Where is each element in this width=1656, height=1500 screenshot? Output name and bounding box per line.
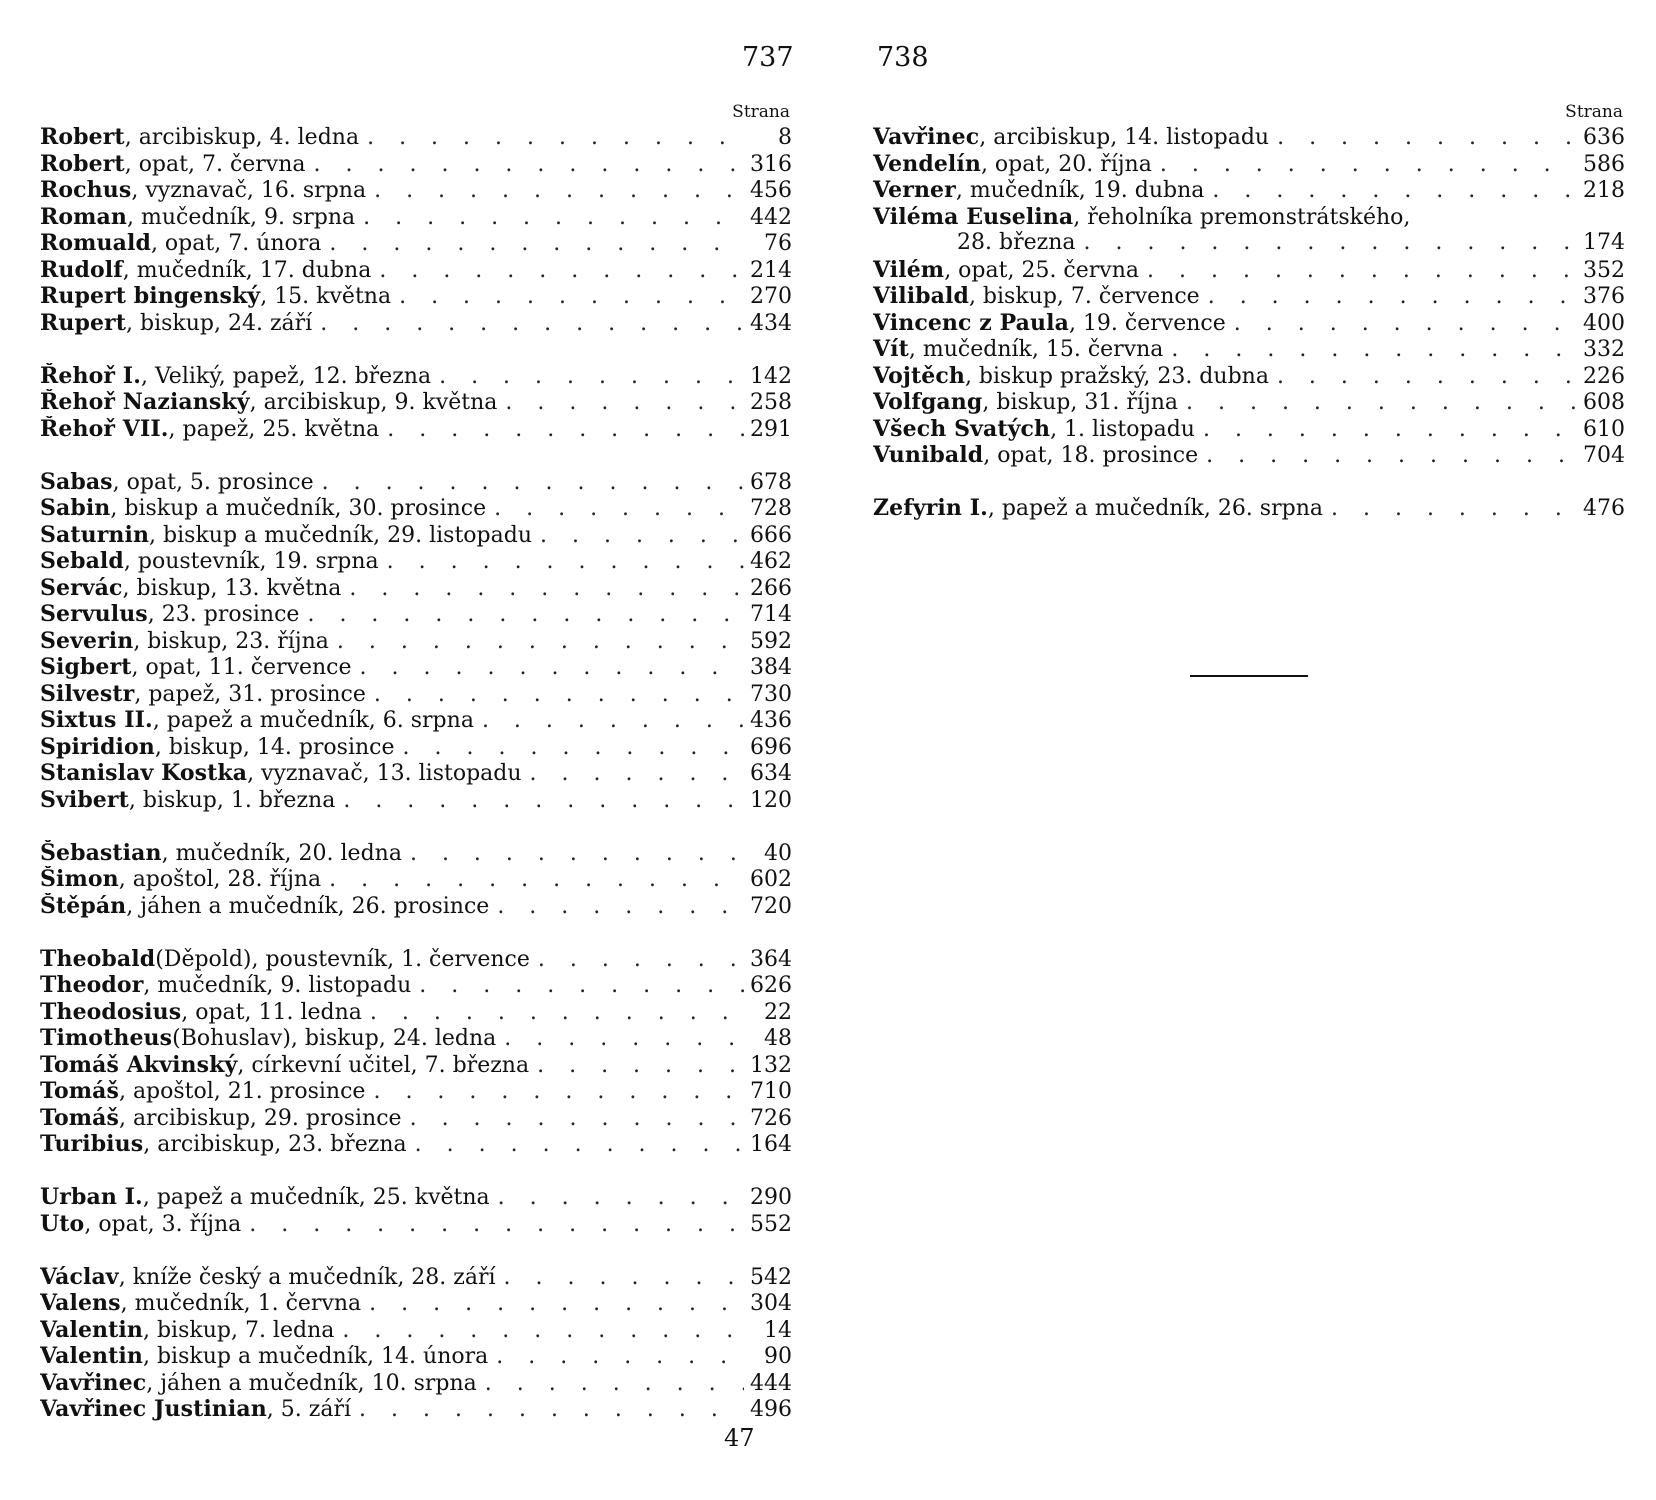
entry-description: , papež a mučedník, 6. srpna — [152, 708, 474, 733]
entry-page-number: 48 — [764, 1026, 792, 1051]
entry-name: Rochus — [40, 177, 132, 203]
index-entry — [40, 787, 792, 814]
dot-leader — [505, 390, 744, 416]
dot-leader — [1277, 125, 1577, 151]
index-entry — [40, 999, 792, 1026]
entry-page-number: 120 — [750, 787, 792, 813]
entry-name: Timotheus — [40, 1025, 173, 1051]
dot-leader — [482, 708, 744, 734]
entry-name: Sebald — [40, 548, 124, 574]
index-entry — [873, 177, 1625, 204]
entry-page-number: 290 — [750, 1185, 792, 1210]
index-entry — [873, 442, 1625, 469]
index-entry — [40, 1264, 792, 1291]
entry-page-number: 218 — [1583, 178, 1625, 203]
index-entry — [873, 124, 1625, 151]
entry-name: Saturnin — [40, 521, 150, 548]
entry-page-number: 602 — [750, 867, 792, 892]
dot-leader — [349, 576, 744, 602]
dot-leader — [439, 364, 744, 390]
entry-page-number: 14 — [764, 1317, 792, 1343]
entry-name: Viléma Euselina — [873, 203, 1074, 230]
dot-leader — [249, 1212, 744, 1238]
entry-page-number: 142 — [750, 363, 792, 389]
index-column-left — [40, 100, 792, 1423]
index-entry — [40, 230, 792, 257]
entry-page-number: 434 — [750, 310, 792, 336]
entry-name: Vincenc z Paula — [873, 309, 1069, 336]
dot-leader — [1083, 230, 1577, 257]
entry-page-number: 442 — [750, 204, 792, 230]
entry-page-number: 40 — [764, 840, 792, 866]
index-entry — [40, 1396, 792, 1423]
index-entry — [40, 1078, 792, 1105]
entry-page-number: 291 — [750, 416, 792, 442]
dot-leader — [387, 417, 744, 443]
entry-page-number: 164 — [750, 1132, 792, 1157]
entry-name: Šimon — [40, 866, 119, 892]
index-entry — [873, 363, 1625, 390]
entry-name: Servulus — [40, 601, 148, 627]
entry-description: , 1. listopadu — [1050, 416, 1195, 442]
entry-page-number: 666 — [750, 522, 792, 548]
index-entry — [40, 177, 792, 204]
entry-description: , biskup, 1. března — [128, 787, 336, 813]
entry-description: , apoštol, 21. prosince — [118, 1079, 366, 1104]
index-entry — [40, 283, 792, 310]
signature-number: 47 — [724, 1424, 755, 1452]
dot-leader — [1208, 284, 1577, 310]
entry-description: , biskup a mučedník, 29. listopadu — [149, 522, 532, 548]
dot-leader — [373, 1079, 744, 1105]
index-entry — [40, 124, 792, 151]
entry-description: , vyznavač, 13. listopadu — [247, 761, 522, 786]
index-entry — [40, 204, 792, 231]
entry-description: , opat, 5. prosince — [112, 469, 314, 495]
entry-name: Vilém — [873, 256, 945, 283]
entry-name: Svibert — [40, 786, 129, 813]
entry-description: , arcibiskup, 4. ledna — [124, 125, 360, 150]
dot-leader — [410, 841, 746, 867]
entry-description: , jáhen a mučedník, 10. srpna — [146, 1370, 477, 1396]
index-entry — [40, 522, 792, 549]
dot-leader — [494, 496, 744, 522]
entry-name: Theodor — [40, 972, 144, 998]
entry-page-number: 696 — [750, 734, 792, 760]
dot-leader — [537, 1053, 744, 1079]
entry-description: , biskup, 13. května — [122, 575, 342, 601]
dot-leader — [504, 1026, 746, 1052]
index-entry — [873, 389, 1625, 416]
entry-page-number: 258 — [750, 390, 792, 415]
dot-leader — [498, 1185, 744, 1211]
entry-description: , mučedník, 9. srpna — [127, 204, 356, 230]
index-entry — [40, 575, 792, 602]
entry-page-number: 710 — [750, 1079, 792, 1104]
entry-page-number: 132 — [750, 1052, 792, 1078]
index-entry — [40, 1105, 792, 1132]
entry-name: Rudolf — [40, 256, 123, 283]
index-entry — [873, 310, 1625, 337]
entry-description: , Veliký, papež, 12. března — [140, 363, 432, 389]
dot-leader — [1186, 390, 1577, 416]
dot-leader — [1147, 258, 1577, 284]
entry-name: Rupert bingenský — [40, 283, 261, 309]
entry-name: Zefyrin I. — [873, 495, 988, 521]
dot-leader — [1234, 311, 1577, 337]
index-entry — [40, 1290, 792, 1317]
index-column-right — [873, 100, 1625, 522]
dot-leader — [410, 1106, 744, 1132]
entry-page-number: 436 — [750, 708, 792, 733]
entry-name: Všech Svatých — [873, 415, 1051, 442]
entry-name: Štěpán — [40, 892, 127, 919]
entry-description: , biskup a mučedník, 30. prosince — [110, 496, 487, 521]
entry-description: , biskup, 14. prosince — [154, 734, 395, 760]
entry-description: , opat, 11. ledna — [181, 999, 362, 1025]
entry-name: Roman — [40, 203, 127, 230]
entry-page-number: 304 — [750, 1291, 792, 1316]
index-entry — [40, 734, 792, 761]
index-entry — [40, 681, 792, 708]
entry-page-number: 714 — [750, 602, 792, 627]
entry-name: Valens — [40, 1290, 121, 1316]
index-entry — [873, 151, 1625, 178]
index-entry — [40, 628, 792, 655]
entry-page-number: 364 — [750, 946, 792, 972]
entry-description: , opat, 18. prosince — [983, 443, 1199, 468]
dot-leader — [342, 1318, 746, 1344]
entry-description: , biskup a mučedník, 14. února — [142, 1344, 489, 1369]
entry-name: Severin — [40, 627, 134, 654]
entry-name: Vít — [873, 336, 909, 362]
index-entry — [40, 1370, 792, 1397]
entry-name: Silvestr — [40, 680, 135, 707]
entry-page-number: 608 — [1583, 390, 1625, 415]
index-entry — [40, 257, 792, 284]
dot-leader — [1160, 152, 1577, 178]
entry-description: , vyznavač, 16. srpna — [131, 178, 367, 203]
entry-name: Rupert — [40, 309, 127, 336]
dot-leader — [360, 655, 744, 681]
entry-name: Tomáš — [40, 1104, 119, 1131]
entry-name: Sabin — [40, 495, 111, 521]
index-entry — [40, 416, 792, 443]
dot-leader — [322, 470, 744, 496]
entry-page-number: 352 — [1583, 257, 1625, 283]
index-entry — [40, 760, 792, 787]
dot-leader — [314, 152, 744, 178]
dot-leader — [370, 1000, 746, 1026]
entry-description: , opat, 11. července — [131, 655, 352, 680]
entry-description: , mučedník, 17. dubna — [122, 257, 372, 283]
dot-leader — [1277, 364, 1577, 390]
dot-leader — [329, 231, 746, 257]
index-entry — [40, 1317, 792, 1344]
entry-name: Verner — [873, 177, 956, 203]
dot-leader — [540, 523, 744, 549]
entry-description: , opat, 7. února — [150, 231, 322, 256]
entry-name: Vavřinec — [40, 1369, 147, 1396]
entry-description: , opat, 25. června — [944, 257, 1139, 283]
entry-page-number: 214 — [750, 257, 792, 283]
entry-page-number: 462 — [750, 549, 792, 574]
index-entry — [40, 1052, 792, 1079]
entry-page-number: 90 — [764, 1344, 792, 1369]
entry-page-number: 476 — [1583, 496, 1625, 521]
entry-name: Vendelín — [873, 150, 981, 177]
entry-description: , arcibiskup, 14. listopadu — [979, 125, 1270, 150]
entry-name: Stanislav Kostka — [40, 760, 248, 786]
entry-page-number: 376 — [1583, 284, 1625, 309]
index-entry — [40, 389, 792, 416]
entry-description: , biskup, 7. července — [968, 284, 1200, 309]
entry-name: Řehoř Nazianský — [40, 389, 250, 415]
dot-leader — [504, 1265, 744, 1291]
index-entry — [40, 707, 792, 734]
entry-name: Vojtěch — [873, 362, 965, 389]
entry-page-number: 266 — [750, 575, 792, 601]
entry-page-number: 316 — [750, 151, 792, 177]
entry-page-number: 586 — [1583, 151, 1625, 177]
entry-description: , biskup, 31. října — [982, 390, 1178, 415]
entry-page-number: 400 — [1583, 310, 1625, 336]
entry-name: Uto — [40, 1210, 85, 1237]
entry-name: Robert — [40, 124, 125, 150]
index-entry — [40, 866, 792, 893]
entry-description: , řeholníka premonstrátského, — [1073, 204, 1411, 230]
entry-page-number: 76 — [764, 231, 792, 256]
index-entry — [40, 469, 792, 496]
index-entry — [873, 336, 1625, 363]
dot-leader — [307, 602, 744, 628]
entry-description: , papež a mučedník, 26. srpna — [987, 496, 1323, 521]
entry-page-number: 704 — [1583, 443, 1625, 468]
entry-page-number: 636 — [1583, 125, 1625, 150]
entry-page-number: 8 — [778, 125, 792, 150]
dot-leader — [496, 1344, 746, 1370]
dot-leader — [363, 205, 744, 231]
entry-description: , arcibiskup, 29. prosince — [118, 1105, 402, 1131]
entry-name: Volfgang — [873, 389, 983, 415]
entry-description: , arcibiskup, 23. března — [143, 1132, 407, 1157]
entry-description: , biskup pražský, 23. dubna — [964, 363, 1269, 389]
index-entry — [873, 495, 1625, 522]
entry-page-number: 626 — [750, 973, 792, 998]
entry-description: , mučedník, 9. listopadu — [143, 973, 412, 998]
index-entry — [873, 283, 1625, 310]
index-entry — [873, 204, 1625, 231]
entry-name: Řehoř I. — [40, 362, 141, 389]
entry-description: , arcibiskup, 9. května — [249, 390, 498, 415]
entry-name: Řehoř VII. — [40, 415, 169, 442]
dot-leader — [337, 629, 744, 655]
dot-leader — [538, 947, 744, 973]
entry-name: Romuald — [40, 230, 151, 256]
dot-leader — [329, 867, 744, 893]
entry-description: , opat, 3. října — [84, 1211, 242, 1237]
entry-description: , poustevník, 19. srpna — [123, 549, 379, 574]
dot-leader — [1206, 443, 1577, 469]
dot-leader — [320, 311, 744, 337]
entry-description: , kníže český a mučedník, 28. září — [118, 1264, 496, 1290]
entry-page-number: 552 — [750, 1211, 792, 1237]
entry-page-number: 496 — [750, 1397, 792, 1422]
dot-leader — [485, 1371, 744, 1397]
dot-leader — [374, 178, 744, 204]
entry-page-number: 720 — [750, 893, 792, 919]
entry-name: Vilibald — [873, 283, 969, 309]
entry-page-number: 226 — [1583, 363, 1625, 389]
dot-leader — [1212, 178, 1577, 204]
entry-description: , 5. září — [266, 1397, 352, 1422]
entry-name: Robert — [40, 150, 125, 177]
entry-description: , mučedník, 20. ledna — [161, 840, 402, 866]
entry-page-number: 610 — [1583, 416, 1625, 442]
entry-page-number: 270 — [750, 284, 792, 309]
index-entry — [40, 1211, 792, 1238]
entry-page-number: 726 — [750, 1105, 792, 1131]
page-number-right: 738 — [877, 42, 929, 73]
page-number-left: 737 — [742, 42, 794, 73]
entry-page-number: 542 — [750, 1264, 792, 1290]
entry-name: Sigbert — [40, 654, 132, 680]
entry-name: Valentin — [40, 1343, 143, 1369]
entry-description: (Děpold), poustevník, 1. července — [155, 946, 530, 972]
entry-page-number: 592 — [750, 628, 792, 654]
entry-description: , jáhen a mučedník, 26. prosince — [126, 893, 490, 919]
dot-leader — [415, 1132, 744, 1158]
entry-name: Theodosius — [40, 998, 182, 1025]
entry-description: , mučedník, 19. dubna — [955, 178, 1205, 203]
entry-description: , 15. května — [260, 284, 392, 309]
entry-description: , mučedník, 15. června — [908, 337, 1164, 362]
entry-description: , apoštol, 28. října — [118, 867, 322, 892]
index-list-left — [40, 124, 792, 1423]
entry-description: , papež, 25. května — [168, 416, 380, 442]
entry-description: , biskup, 24. září — [126, 310, 313, 336]
dot-leader — [403, 735, 744, 761]
index-entry — [40, 1025, 792, 1052]
entry-page-number: 634 — [750, 761, 792, 786]
entry-name: Valentin — [40, 1316, 143, 1343]
entry-description: , papež, 31. prosince — [134, 681, 366, 707]
entry-description: , opat, 20. října — [980, 151, 1152, 177]
index-entry — [40, 363, 792, 390]
dot-leader — [1171, 337, 1577, 363]
entry-name: Sixtus II. — [40, 707, 153, 733]
dot-leader — [497, 894, 744, 920]
entry-page-number: 332 — [1583, 337, 1625, 362]
entry-name: Vavřinec — [873, 124, 980, 150]
index-entry — [40, 840, 792, 867]
index-entry — [40, 310, 792, 337]
entry-description: , biskup, 7. ledna — [142, 1317, 335, 1343]
entry-description: , opat, 7. června — [124, 151, 306, 177]
entry-name: Turibius — [40, 1131, 144, 1157]
index-list-right — [873, 124, 1625, 522]
entry-page-number: 728 — [750, 496, 792, 521]
index-entry — [873, 416, 1625, 443]
index-entry — [40, 1184, 792, 1211]
index-entry — [40, 1343, 792, 1370]
entry-description: , 23. prosince — [147, 602, 300, 627]
entry-description: , biskup, 23. října — [133, 628, 329, 654]
entry-name: Vavřinec Justinian — [40, 1396, 267, 1422]
index-entry — [40, 495, 792, 522]
index-entry — [40, 654, 792, 681]
entry-name: Sabas — [40, 468, 113, 495]
dot-leader — [530, 761, 744, 787]
dot-leader — [399, 284, 744, 310]
index-entry — [40, 601, 792, 628]
entry-page-number: 678 — [750, 469, 792, 495]
index-entry — [873, 230, 1625, 257]
dot-leader — [419, 973, 744, 999]
entry-page-number: 456 — [750, 178, 792, 203]
entry-name: Václav — [40, 1263, 119, 1290]
entry-name: Tomáš — [40, 1078, 119, 1104]
entry-description: , 19. července — [1068, 310, 1226, 336]
entry-name: Vunibald — [873, 442, 984, 468]
entry-name: Servác — [40, 574, 123, 601]
index-entry — [40, 893, 792, 920]
dot-leader — [374, 682, 744, 708]
entry-description: , církevní učitel, 7. března — [237, 1052, 530, 1078]
entry-name: Tomáš Akvinský — [40, 1051, 238, 1078]
entry-name: Urban I. — [40, 1184, 143, 1210]
entry-description: (Bohuslav), biskup, 24. ledna — [172, 1026, 497, 1051]
entry-page-number: 174 — [1583, 230, 1625, 255]
entry-description: 28. března — [957, 230, 1076, 255]
dot-leader — [379, 258, 744, 284]
entry-name: Theobald — [40, 945, 156, 972]
dot-leader — [387, 549, 744, 575]
index-entry — [40, 972, 792, 999]
entry-name: Šebastian — [40, 839, 162, 866]
page-column-header: Strana — [1565, 102, 1623, 122]
dot-leader — [343, 788, 744, 814]
entry-description: , papež a mučedník, 25. května — [142, 1185, 490, 1210]
index-entry — [873, 257, 1625, 284]
index-entry — [40, 1131, 792, 1158]
entry-page-number: 444 — [750, 1370, 792, 1396]
entry-page-number: 384 — [750, 655, 792, 680]
entry-description: , mučedník, 1. června — [120, 1291, 362, 1316]
entry-name: Spiridion — [40, 733, 155, 760]
index-entry — [40, 548, 792, 575]
dot-leader — [1203, 417, 1577, 443]
entry-page-number: 22 — [764, 999, 792, 1025]
dot-leader — [369, 1291, 744, 1317]
dot-leader — [1331, 496, 1577, 522]
dot-leader — [367, 125, 746, 151]
index-entry — [40, 946, 792, 973]
index-entry — [40, 151, 792, 178]
entry-page-number: 730 — [750, 681, 792, 707]
page-column-header: Strana — [732, 102, 790, 122]
dot-leader — [359, 1397, 744, 1423]
section-end-rule — [1190, 675, 1308, 677]
